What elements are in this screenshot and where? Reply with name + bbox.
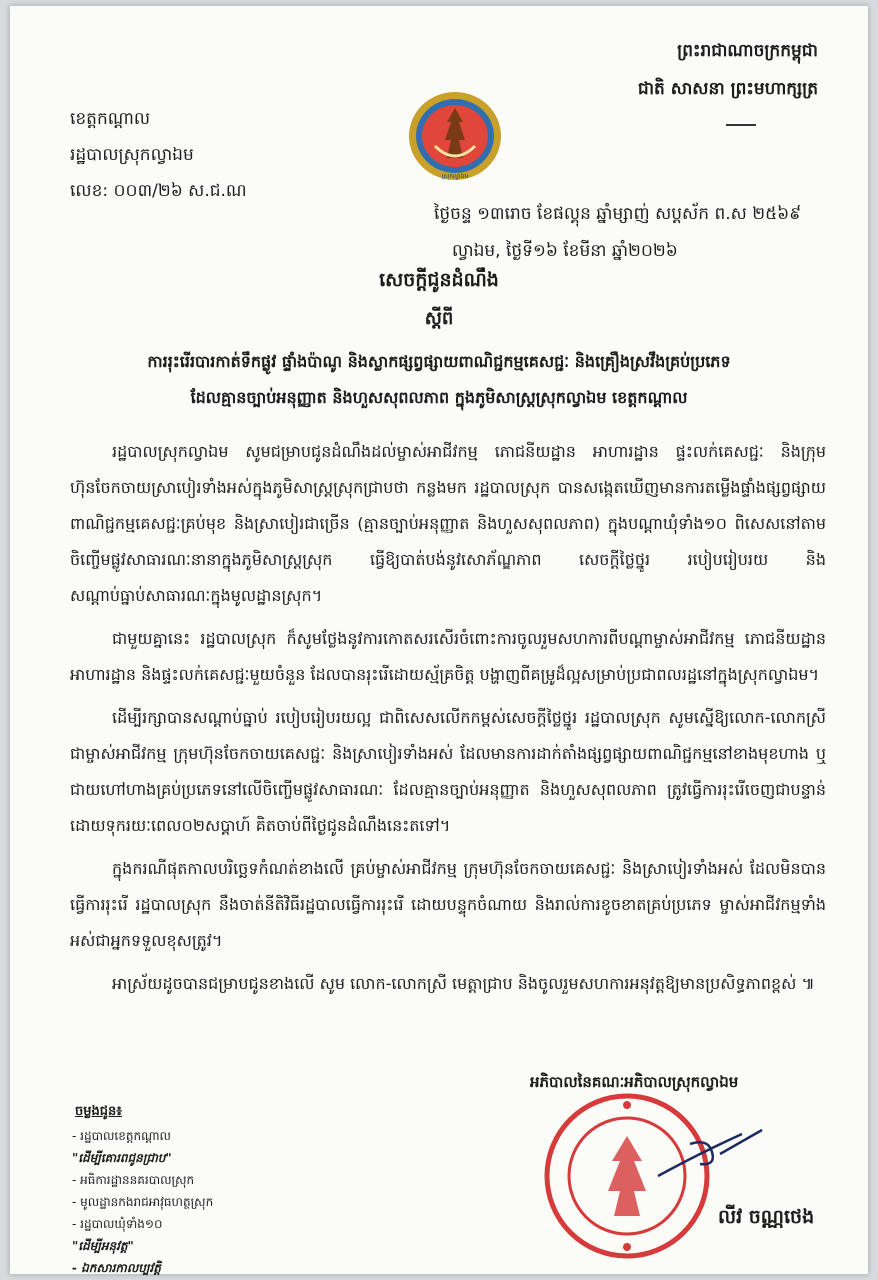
signatory-title: អភិបាលនៃគណៈអភិបាលស្រុកល្វាឯម <box>530 1073 739 1091</box>
province-name: ខេត្តកណ្ដាល <box>70 109 151 129</box>
cc-item: - រដ្ឋបាលឃុំទាំង១០ <box>72 1217 163 1231</box>
motto-divider <box>726 124 756 126</box>
subject-line-2: ដែលគ្មានច្បាប់អនុញ្ញាត និងហួសសុពលភាព ក្នុងភូមិសាស្ត្រស្រុកល្វាឯម ខេត្តកណ្តាល <box>190 388 688 407</box>
lunar-date: ថ្ងៃចន្ទ ១៣រោច ខែផល្គុន ឆ្នាំម្សាញ់ សប្តស័ក ព.ស ២៥៦៩ <box>434 204 802 224</box>
body-paragraph: ក្នុងករណីផុតកាលបរិច្ឆេទកំណត់ខាងលើ គ្រប់ម្ចាស់អាជីវកម្ម ក្រុមហ៊ុនចែកចាយគេសជ្ជៈ និងស្រាបៀរទាំងអស់ ដែលមិនបានធ្វើការរុះរើ រដ្ឋបាលស្រុក នឹងចាត់នីតិវិធីរដ្ឋបាលធ្វើការរុះរើ ដោយបន្ទុកចំណាយ និងរាល់ការខូចខាតគ្រប់ប្រភេទ ម្ចាស់អាជីវកម្មទាំងអស់ជាអ្នកទទួលខុសត្រូវ។ <box>70 859 826 950</box>
stamp-dot <box>623 1101 631 1109</box>
kingdom-header <box>638 32 818 108</box>
national-motto: ជាតិ សាសនា ព្រះមហាក្សត្រ <box>637 79 818 99</box>
stamp-dot <box>623 1243 631 1251</box>
date-block <box>434 196 801 270</box>
solar-date: ល្វាឯម, ថ្ងៃទី១៦ ខែមីនា ឆ្នាំ២០២៦ <box>452 241 678 261</box>
document-about: ស្ដីពី <box>424 308 454 329</box>
signatory-name: លីវ ចណ្ណថេង <box>718 1206 815 1228</box>
subject-line-1: ការរុះរើរបារកាត់ទឹកផ្លូវ ផ្ទាំងប៉ាណូ និងស្លាកផ្សព្វផ្សាយពាណិជ្ជកម្មគេសជ្ជៈ និងគ្រឿងស្រវឹងគ្រប់ប្រភេទ <box>147 352 731 371</box>
body-paragraph: ជាមួយគ្នានេះ រដ្ឋបាលស្រុក ក៏សូមថ្លែងនូវការកោតសរសើរចំពោះការចូលរួមសហការពីបណ្តាម្ចាស់អាជីវកម្ម ភោជនីយដ្ឋាន អាហារដ្ឋាន និងផ្ទះលក់គេសជ្ជៈមួយចំនួន ដែលបានរុះរើដោយស្ម័គ្រចិត្ត បង្ហាញពីគម្រូដ៏ល្អសម្រាប់ប្រជាពលរដ្ឋនៅក្នុងស្រុកល្វាឯម។ <box>70 629 826 684</box>
body-paragraph: ដើម្បីរក្សាបានសណ្តាប់ធ្នាប់ របៀបរៀបរយល្អ ជាពិសេសលើកកម្ពស់សេចក្តីថ្លៃថ្នូរ រដ្ឋបាលស្រុក សូមស្នើឱ្យលោក-លោកស្រី ជាម្ចាស់អាជីវកម្ម ក្រុមហ៊ុនចែកចាយគេសជ្ជៈ និងស្រាបៀរទាំងអស់ ដែលមានការដាក់តាំងផ្សព្វផ្សាយពាណិជ្ជកម្មនៅខាងមុខហាង ឬជាយហៅហាងគ្រប់ប្រភេទនៅលើចិញ្ចើមផ្លូវសាធារណៈ ដែលគ្មានច្បាប់អនុញ្ញាត និងហួសសុពលភាព ត្រូវធ្វើការរុះរើចេញជាបន្ទាន់ ដោយទុករយៈពេល០២សប្តាហ៍ គិតចាប់ពីថ្ងៃជូនដំណឹងនេះតទៅ។ <box>70 708 826 835</box>
stamp-figure <box>608 1136 646 1216</box>
issuer-block <box>70 101 247 209</box>
district-admin-name: រដ្ឋបាលស្រុកល្វាឯម <box>70 145 194 165</box>
cc-list <box>72 1125 213 1279</box>
cc-item: - មូលដ្ឋានកងរាជអាវុធហត្ថស្រុក <box>72 1195 214 1209</box>
document-subject <box>10 344 868 416</box>
cc-item: "ដើម្បីគោរពជូនជ្រាប" <box>72 1151 172 1165</box>
kingdom-name: ព្រះរាជាណាចក្រកម្ពុជា <box>677 41 818 61</box>
district-seal-emblem-icon <box>405 88 505 186</box>
cc-item: "ដើម្បីអនុវត្ត" <box>72 1239 134 1253</box>
document-title: សេចក្តីជូនដំណឹង <box>379 269 499 291</box>
body-paragraph: អាស្រ័យដូចបានជម្រាបជូនខាងលើ សូម លោក-លោកស្រី មេត្តាជ្រាប និងចូលរួមសហការអនុវត្តឱ្យមានប្រសិទ្ធភាពខ្ពស់ ៕ <box>112 974 815 993</box>
signature-strokes <box>658 1130 762 1176</box>
cc-item: - អធិការដ្ឋាននគរបាលស្រុក <box>72 1173 195 1187</box>
cc-title: ចម្លងជូន៖ <box>75 1104 122 1119</box>
emblem-caption: ស្រុកល្វាឯម <box>441 173 469 180</box>
letter-page <box>10 6 868 1274</box>
cc-item: - រដ្ឋបាលខេត្តកណ្តាល <box>72 1129 171 1143</box>
letter-body <box>70 434 826 1009</box>
handwritten-signature-icon <box>650 1124 770 1184</box>
body-paragraph: រដ្ឋបាលស្រុកល្វាឯម សូមជម្រាបជូនដំណឹងដល់ម្ចាស់អាជីវកម្ម ភោជនីយដ្ឋាន អាហារដ្ឋាន ផ្ទះលក់គេសជ្ជៈ និងក្រុមហ៊ុនចែកចាយស្រាបៀរទាំងអស់ក្នុងភូមិសាស្ត្រស្រុកជ្រាបថា កន្លងមក រដ្ឋបាលស្រុក បានសង្កេតឃើញមានការតម្លើងផ្ទាំងផ្សព្វផ្សាយពាណិជ្ជកម្មគេសជ្ជៈគ្រប់មុខ និងស្រាបៀរជាច្រើន (គ្មានច្បាប់អនុញ្ញាត និងហួសសុពលភាព) ក្នុងបណ្តាឃុំទាំង១០ ពិសេសនៅតាមចិញ្ចើមផ្លូវសាធារណៈនានាក្នុងភូមិសាស្ត្រស្រុក ធ្វើឱ្យបាត់បង់នូវសោភ័ណ្ឌភាព សេចក្តីថ្លៃថ្នូរ របៀបរៀបរយ និងសណ្តាប់ធ្នាប់សាធារណៈក្នុងមូលដ្ឋានស្រុក។ <box>70 442 826 605</box>
cc-item: - ឯកសារកាលប្បវត្តិ <box>72 1261 161 1275</box>
reference-number: លេខ: ០០៣/២៦ ស.ជ.ណ <box>70 181 247 201</box>
